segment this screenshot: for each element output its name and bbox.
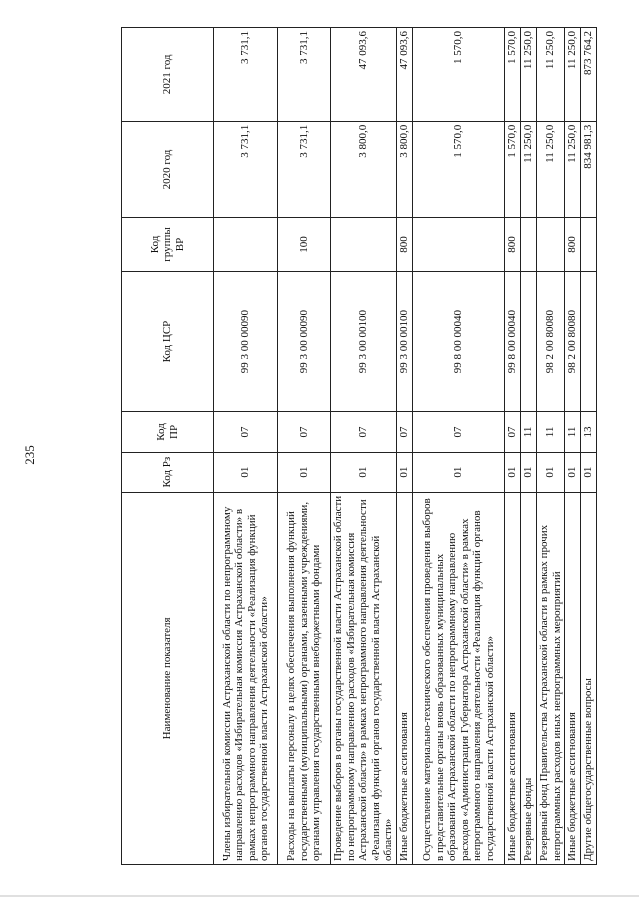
- table-row: [581, 28, 597, 865]
- cell-vr: 800: [397, 218, 413, 272]
- cell-rz: 01: [565, 452, 581, 492]
- cell-rz: 01: [537, 452, 565, 492]
- cell-csr: 99 3 00 00100: [397, 271, 413, 412]
- cell-2021: 11 250,0: [521, 28, 537, 122]
- header-vr: Код группы ВР: [122, 218, 214, 272]
- cell-csr: [581, 271, 597, 412]
- cell-csr: 99 3 00 00090: [278, 271, 331, 412]
- table-row: [331, 28, 397, 865]
- header-2021: 2021 год: [122, 28, 214, 122]
- cell-2020: 11 250,0: [521, 121, 537, 217]
- cell-2020: 3 731,1: [278, 121, 331, 217]
- cell-2021: 873 764,2: [581, 28, 597, 122]
- cell-pr: 07: [397, 412, 413, 452]
- cell-rz: 01: [278, 452, 331, 492]
- cell-name: Резервный фонд Правительства Астраханской области в рамках прочих непрограммных расходов иных непрограммных мероприятий: [537, 492, 565, 864]
- cell-2021: 3 731,1: [278, 28, 331, 122]
- cell-rz: 01: [331, 452, 397, 492]
- cell-2020: 11 250,0: [537, 121, 565, 217]
- cell-vr: [537, 218, 565, 272]
- cell-2021: 3 731,1: [214, 28, 278, 122]
- header-rz: Код Рз: [122, 452, 214, 492]
- scan-edge-divider: [0, 895, 639, 897]
- cell-pr: 11: [565, 412, 581, 452]
- cell-vr: 800: [505, 218, 521, 272]
- cell-2020: 1 570,0: [505, 121, 521, 217]
- cell-rz: 01: [581, 452, 597, 492]
- table-row: [397, 28, 413, 865]
- cell-pr: 07: [278, 412, 331, 452]
- cell-pr: 07: [331, 412, 397, 452]
- header-2020: 2020 год: [122, 121, 214, 217]
- cell-rz: 01: [214, 452, 278, 492]
- rotated-table-wrapper: [121, 27, 595, 865]
- cell-name: Резервные фонды: [521, 492, 537, 864]
- cell-csr: [521, 271, 537, 412]
- header-pr: Код ПР: [122, 412, 214, 452]
- cell-csr: 99 3 00 00100: [331, 271, 397, 412]
- cell-vr: [214, 218, 278, 272]
- cell-vr: [521, 218, 537, 272]
- cell-2021: 1 570,0: [505, 28, 521, 122]
- cell-2020: 834 981,3: [581, 121, 597, 217]
- cell-2020: 3 800,0: [331, 121, 397, 217]
- cell-2020: 11 250,0: [565, 121, 581, 217]
- cell-name: Другие общегосударственные вопросы: [581, 492, 597, 864]
- cell-name: Осуществление материально-технического обеспечения проведения выборов в представительные органы вновь образованных муниципальных образований Астраханской области по непрограммному направлению расходов «Администрация Губернатора Астраханской области» в рамках непрограммного направления деятельности «Реализация функций органов государственной власти Астраханской области»: [413, 492, 505, 864]
- cell-pr: 11: [537, 412, 565, 452]
- cell-vr: [413, 218, 505, 272]
- cell-2021: 1 570,0: [413, 28, 505, 122]
- table-row: [565, 28, 581, 865]
- cell-csr: 98 2 00 80080: [565, 271, 581, 412]
- table-header-row: [122, 28, 214, 865]
- table-row: [537, 28, 565, 865]
- cell-2021: 11 250,0: [537, 28, 565, 122]
- cell-csr: 99 3 00 00090: [214, 271, 278, 412]
- cell-2020: 3 800,0: [397, 121, 413, 217]
- header-name: Наименование показателя: [122, 492, 214, 864]
- cell-name: Иные бюджетные ассигнования: [505, 492, 521, 864]
- cell-pr: 11: [521, 412, 537, 452]
- cell-name: Иные бюджетные ассигнования: [397, 492, 413, 864]
- cell-vr: [581, 218, 597, 272]
- cell-rz: 01: [413, 452, 505, 492]
- cell-pr: 07: [413, 412, 505, 452]
- table-row: [214, 28, 278, 865]
- cell-name: Расходы на выплаты персоналу в целях обеспечения выполнения функций государственными (муниципальными) органами, казенными учреждениями, органами управления государственными внебюджетными фондами: [278, 492, 331, 864]
- cell-2020: 1 570,0: [413, 121, 505, 217]
- cell-name: Иные бюджетные ассигнования: [565, 492, 581, 864]
- cell-2020: 3 731,1: [214, 121, 278, 217]
- cell-2021: 47 093,6: [331, 28, 397, 122]
- cell-vr: 100: [278, 218, 331, 272]
- cell-vr: 800: [565, 218, 581, 272]
- cell-name: Члены избирательной комиссии Астраханской области по непрограммному направлению расходов «Избирательная комиссия Астраханской области» в рамках непрограммного направления деятельности «Реализация функций органов государственной власти Астраханской области»: [214, 492, 278, 864]
- cell-pr: 13: [581, 412, 597, 452]
- header-csr: Код ЦСР: [122, 271, 214, 412]
- cell-csr: 98 2 00 80080: [537, 271, 565, 412]
- table-row: [521, 28, 537, 865]
- table-row: [278, 28, 331, 865]
- cell-rz: 01: [521, 452, 537, 492]
- table-row: [505, 28, 521, 865]
- cell-2021: 11 250,0: [565, 28, 581, 122]
- cell-rz: 01: [505, 452, 521, 492]
- cell-name: Проведение выборов в органы государственной власти Астраханской области по непрограммному направлению расходов «Избирательная комиссия Астраханской области» в рамках непрограммного направления деятельности «Реализация функций органов государственной власти Астраханской области»: [331, 492, 397, 864]
- budget-table: [121, 27, 597, 865]
- cell-rz: 01: [397, 452, 413, 492]
- cell-vr: [331, 218, 397, 272]
- cell-pr: 07: [505, 412, 521, 452]
- cell-2021: 47 093,6: [397, 28, 413, 122]
- page-number: 235: [22, 445, 37, 465]
- table-row: [413, 28, 505, 865]
- cell-pr: 07: [214, 412, 278, 452]
- cell-csr: 99 8 00 00040: [505, 271, 521, 412]
- cell-csr: 99 8 00 00040: [413, 271, 505, 412]
